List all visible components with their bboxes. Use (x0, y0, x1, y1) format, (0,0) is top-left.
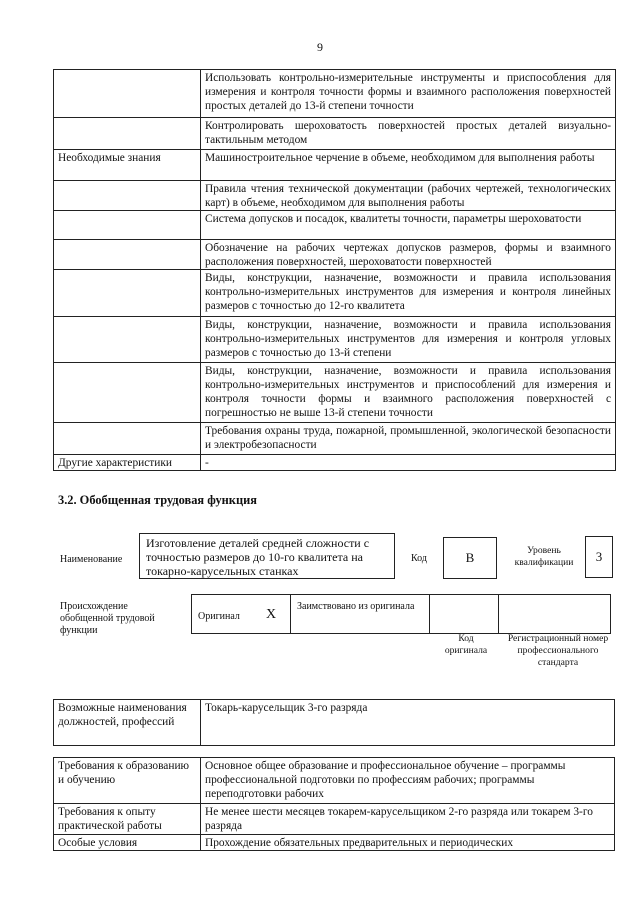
row-label: Возможные наименования должностей, профессий (54, 700, 201, 746)
page-number: 9 (317, 40, 323, 54)
name-label: Наименование (60, 554, 123, 565)
table-row (54, 317, 616, 363)
row-label: Требования к опыту практической работы (54, 804, 201, 835)
row-label (54, 423, 201, 455)
row-text: Требования охраны труда, пожарной, промышленной, экологической безопасности и электробезопасности (201, 423, 616, 455)
original-label: Оригинал (198, 611, 240, 622)
row-text: Не менее шести месяцев токарем-карусельщиком 2-го разряда или токарем 3-го разряда (201, 804, 615, 835)
row-label (54, 211, 201, 240)
level-value-box: 3 (585, 536, 613, 578)
row-text: Контролировать шероховатость поверхностей простых деталей визуально-тактильным методом (201, 118, 616, 150)
row-label (54, 270, 201, 317)
origin-label: Происхождение обобщенной трудовой функции (60, 601, 155, 636)
row-text: Обозначение на рабочих чертежах допусков размеров, формы и взаимного расположения поверхностей, шероховатости поверхностей (201, 240, 616, 270)
table-row (54, 240, 616, 270)
row-label: Необходимые знания (54, 150, 201, 181)
level-label: Уровень квалификации (514, 545, 574, 568)
row-label (54, 363, 201, 423)
row-text: Виды, конструкции, назначение, возможности и правила использования контрольно-измерительных инструментов для измерения и контроля линейных размеров с точностью до 12-го квалитета (201, 270, 616, 317)
table-row (54, 758, 615, 804)
table-row (54, 423, 616, 455)
table-row (54, 211, 616, 240)
row-text: Машиностроительное черчение в объеме, необходимом для выполнения работы (201, 150, 616, 181)
positions-table (53, 699, 615, 746)
table-row (54, 270, 616, 317)
row-text: Виды, конструкции, назначение, возможности и правила использования контрольно-измерительных инструментов и приспособлений для измерения и контроля точности формы и взаимного расположения поверхностей с погрешностью не выше 13-й степени точности (201, 363, 616, 423)
origin-divider (429, 594, 430, 634)
row-label: Другие характеристики (54, 455, 201, 471)
origin-box (191, 594, 611, 634)
table-row (54, 835, 615, 851)
reg-number-caption: Регистрационный номер профессионального стандарта (507, 633, 609, 668)
row-text: Основное общее образование и профессиональное обучение – программы профессиональной подготовки по профессиям рабочих; программы переподготовки рабочих (201, 758, 615, 804)
requirements-table (53, 757, 615, 851)
row-text: Токарь-карусельщик 3-го разряда (201, 700, 615, 746)
row-label (54, 240, 201, 270)
row-label (54, 118, 201, 150)
origin-divider (290, 594, 291, 634)
table-row (54, 804, 615, 835)
row-text: Правила чтения технической документации (рабочих чертежей, технологических карт) в объеме, необходимом для выполнения работы (201, 181, 616, 211)
section-title: 3.2. Обобщенная трудовая функция (58, 493, 257, 507)
table-row (54, 118, 616, 150)
table-row (54, 150, 616, 181)
table-row (54, 70, 616, 118)
borrowed-label: Заимствовано из оригинала (297, 601, 415, 612)
code-original-caption: Код оригинала (444, 633, 488, 656)
row-label (54, 181, 201, 211)
table-row (54, 181, 616, 211)
table-row (54, 363, 616, 423)
row-label (54, 317, 201, 363)
row-label: Требования к образованию и обучению (54, 758, 201, 804)
row-text: Виды, конструкции, назначение, возможности и правила использования контрольно-измерительных инструментов для измерения и контроля угловых размеров с точностью до 13-й степени (201, 317, 616, 363)
function-name-box: Изготовление деталей средней сложности с точностью размеров до 10-го квалитета на токарно-карусельных станках (139, 533, 395, 579)
code-value-box: В (443, 537, 497, 579)
origin-divider (498, 594, 499, 634)
table-row (54, 455, 616, 471)
row-label (54, 70, 201, 118)
row-text: Прохождение обязательных предварительных и периодических (201, 835, 615, 851)
table-row (54, 700, 615, 746)
original-mark: X (266, 607, 277, 622)
row-label: Особые условия (54, 835, 201, 851)
row-text: Использовать контрольно-измерительные инструменты и приспособления для измерения и контроля точности формы и взаимного расположения поверхностей простых деталей до 13-й степени точности (201, 70, 616, 118)
row-text: - (201, 455, 616, 471)
code-label: Код (411, 553, 427, 564)
skills-knowledge-table (53, 69, 616, 471)
row-text: Система допусков и посадок, квалитеты точности, параметры шероховатости (201, 211, 616, 240)
